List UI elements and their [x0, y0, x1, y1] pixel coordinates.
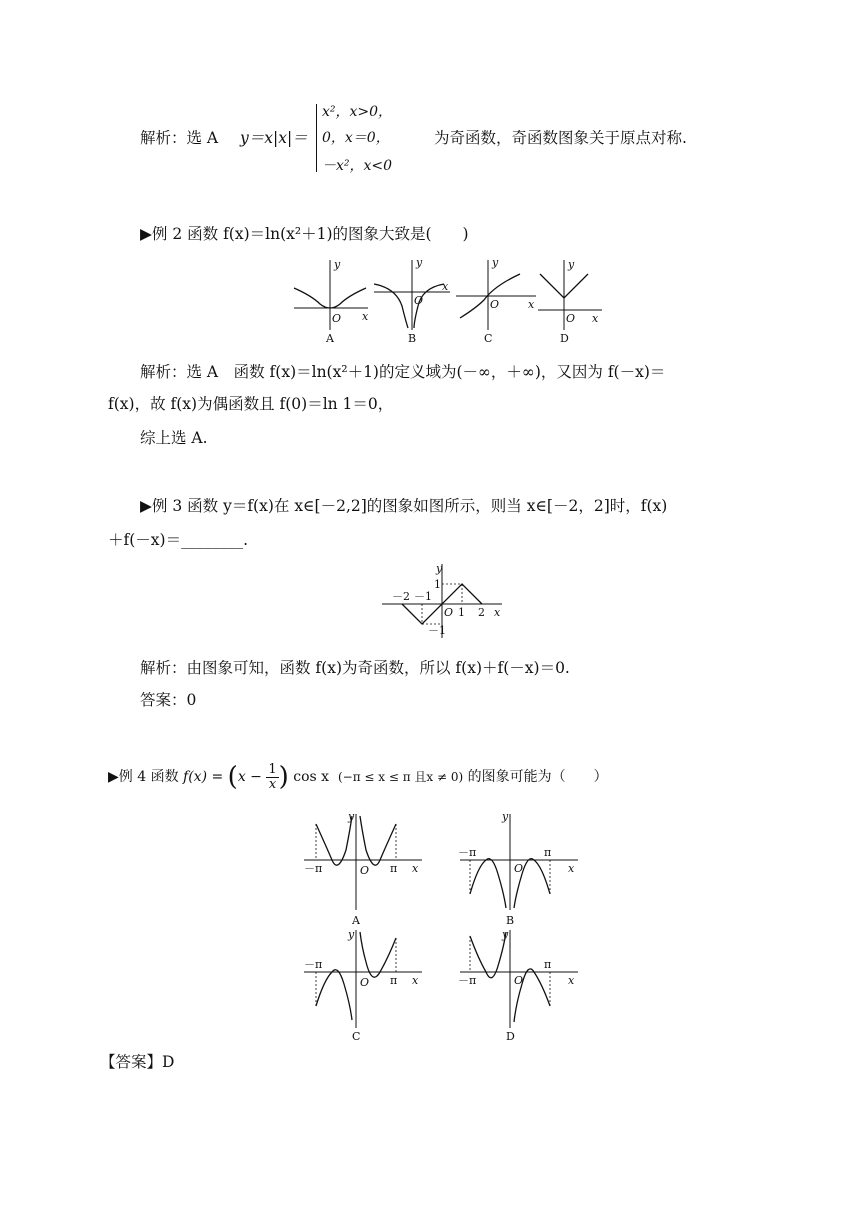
graph-a-option: A — [326, 332, 334, 345]
graph-4b-pi: π — [544, 846, 552, 859]
example-4-suffix: 的图象可能为（ ） — [467, 769, 608, 785]
solution-1-lhs: y＝x|x|＝ — [240, 129, 308, 147]
tick-pos2: 2 — [478, 606, 485, 619]
graph-c-x-label: x — [528, 298, 535, 311]
tick-neg2: －2 — [392, 590, 410, 603]
tick-neg1: －1 — [414, 590, 432, 603]
graph-b-y-label: y — [416, 256, 423, 269]
example-3-question-line-2: ＋f(－x)＝________. — [108, 531, 248, 549]
example-4-domain: (−π ≤ x ≤ π 且x ≠ 0) — [337, 770, 464, 784]
graph-4d-pi: π — [544, 958, 552, 971]
example-4-cos: cos x — [293, 769, 330, 785]
graph-a-origin: O — [332, 312, 342, 325]
graph-a-x-label: x — [362, 310, 369, 323]
graph-4a-origin: O — [360, 864, 370, 877]
example-3-solution: 解析：由图象可知，函数 f(x)为奇函数，所以 f(x)＋f(－x)＝0. — [140, 659, 570, 677]
graph-4c-x: x — [412, 974, 419, 987]
graph-4a-x: x — [412, 862, 419, 875]
ytick-neg1: －1 — [428, 624, 446, 637]
example-4-fraction: $\frac{1}{x}$ — [268, 761, 277, 792]
graph-4b-option: B — [506, 914, 515, 927]
piecewise-case-2: 0，x＝0， — [322, 130, 390, 146]
graph-4b-neg-pi: －π — [458, 846, 477, 859]
graph-4a-option: A — [352, 914, 360, 927]
graph-4d-neg-pi: －π — [458, 974, 477, 987]
graph-d-option: D — [560, 332, 569, 345]
graph-c-option: C — [484, 332, 493, 345]
example-2-graphs — [290, 256, 610, 348]
graph-4a — [304, 810, 422, 927]
example-4-answer: 【答案】D — [100, 1053, 175, 1071]
graph-d-origin: O — [566, 312, 576, 325]
graph-4c — [304, 928, 422, 1043]
example-2-solution-line-2: f(x)，故 f(x)为偶函数且 f(0)＝ln 1＝0， — [108, 395, 394, 413]
graph-4c-neg-pi: －π — [304, 958, 323, 971]
graph-4d-option: D — [506, 1030, 515, 1043]
piecewise-brace — [316, 104, 317, 172]
example-4-question: ▶例 4 函数 f(x) = (x − $\frac{1}{x}$ ) cos x (−π ≤ x ≤ π 且x ≠ 0) 的图象可能为（ ） — [108, 761, 608, 792]
graph-4c-y: y — [348, 928, 355, 941]
graph-d — [538, 258, 602, 345]
graph-4b-origin: O — [514, 862, 524, 875]
graph-4a-neg-pi: －π — [304, 862, 323, 875]
graph-c — [456, 256, 536, 345]
graph-4c-option: C — [352, 1030, 361, 1043]
graph-4d-y: y — [502, 928, 509, 941]
piecewise-case-1: x²，x>0， — [322, 104, 393, 120]
solution-1-prefix: 解析：选 A — [140, 129, 219, 147]
graph-4c-pi: π — [390, 974, 398, 987]
example-4-graphs — [300, 810, 600, 1046]
example-4-fx: f(x) = — [183, 769, 224, 785]
graph-4b-x: x — [568, 862, 575, 875]
graph-d-y-label: y — [568, 258, 575, 271]
graph-4d-origin: O — [514, 974, 524, 987]
tick-pos1: 1 — [458, 606, 465, 619]
graph-4d — [458, 928, 578, 1043]
graph-c-y-label: y — [492, 256, 499, 269]
graph-d-x-label: x — [592, 312, 599, 325]
graph-b — [374, 256, 450, 345]
example-2-solution-line-1: 解析：选 A 函数 f(x)＝ln(x²＋1)的定义域为(－∞，＋∞)，又因为 f(－x)＝ — [140, 363, 666, 381]
ytick-1: 1 — [434, 578, 441, 591]
example-3-answer: 答案：0 — [140, 691, 197, 709]
solution-1-suffix: 为奇函数，奇函数图象关于原点对称. — [434, 129, 687, 147]
example-3-y-label: y — [436, 562, 443, 575]
example-4-inner-x: x − — [237, 769, 262, 785]
example-2-question: ▶例 2 函数 f(x)＝ln(x²＋1)的图象大致是( ) — [140, 225, 469, 243]
example-3-x-label: x — [494, 606, 501, 619]
example-3-graph — [380, 562, 520, 642]
graph-4a-y: y — [348, 810, 355, 823]
graph-4c-origin: O — [360, 976, 370, 989]
graph-b-origin: O — [414, 294, 424, 307]
piecewise-case-3: －x²，x<0 — [322, 158, 393, 174]
example-3-origin: O — [444, 606, 454, 619]
graph-4d-x: x — [568, 974, 575, 987]
graph-a-y-label: y — [334, 258, 341, 271]
graph-a — [294, 258, 369, 345]
example-3-question-line-1: ▶例 3 函数 y＝f(x)在 x∈[－2,2]的图象如图所示，则当 x∈[－2，2]时，f(x) — [140, 497, 668, 515]
graph-4b-y: y — [502, 810, 509, 823]
graph-c-origin: O — [490, 298, 500, 311]
example-4-prefix: ▶例 4 函数 — [108, 769, 179, 785]
graph-4b — [458, 810, 578, 927]
graph-4a-pi: π — [390, 862, 398, 875]
example-2-solution-line-3: 综上选 A. — [140, 429, 208, 447]
graph-b-option: B — [408, 332, 417, 345]
graph-b-x-label: x — [442, 280, 449, 293]
